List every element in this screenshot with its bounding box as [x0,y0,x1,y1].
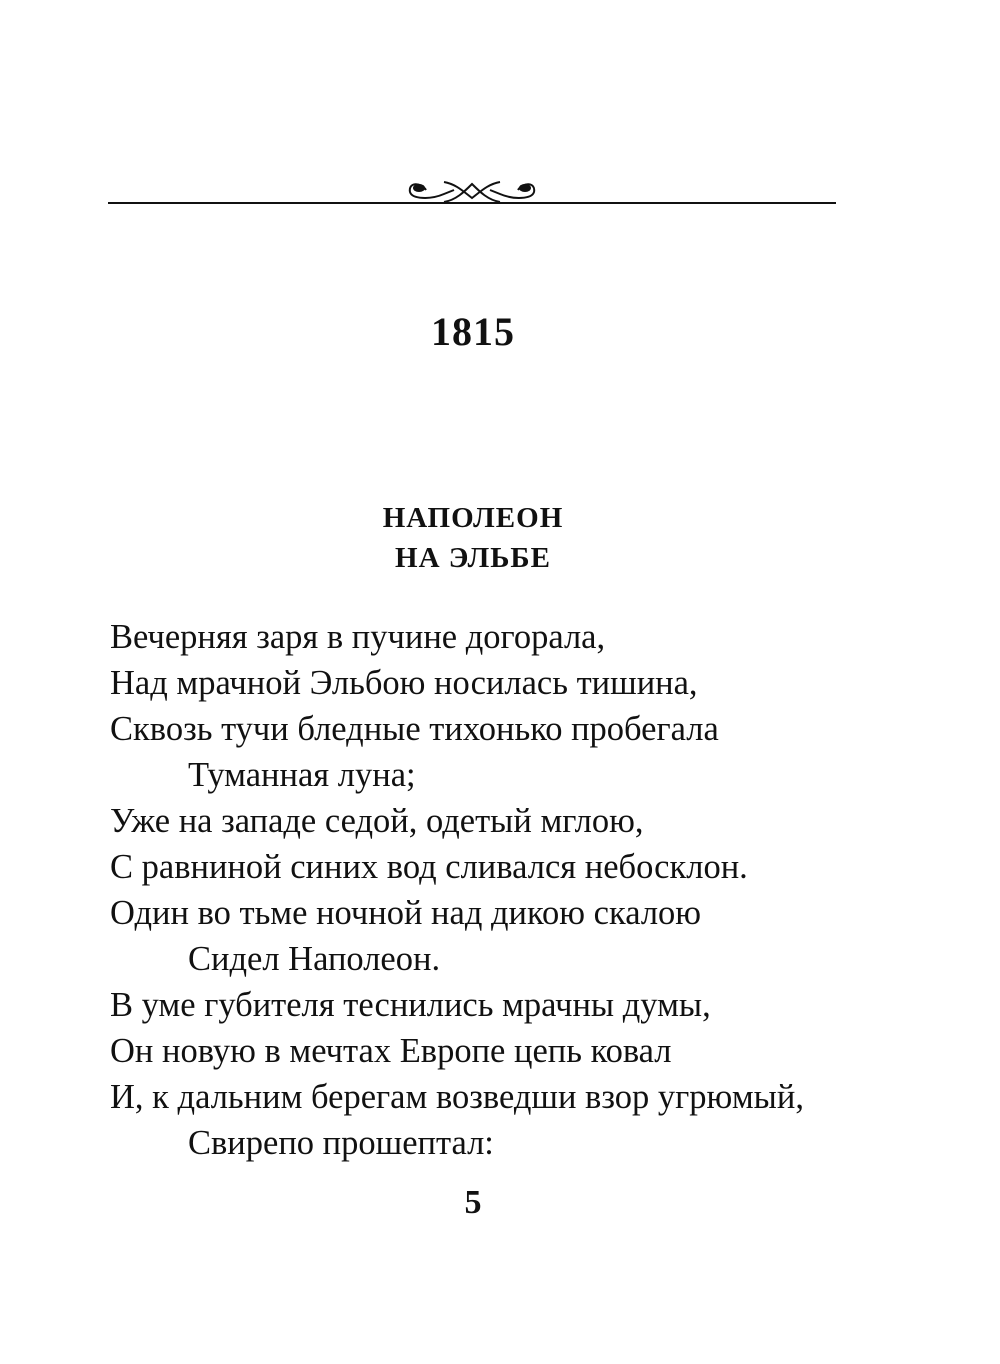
poem-line: Сквозь тучи бледные тихонько пробегала [110,710,719,748]
poem-line: Вечерняя заря в пучине догорала, [110,618,606,656]
poem-line: В уме губителя теснились мрачны думы, [110,986,711,1024]
poem-line-indented: Сидел Наполеон. [188,940,441,978]
poem-line: С равниной синих вод сливался небосклон. [110,848,748,886]
header-ornament-divider [108,170,836,210]
poem-line: Над мрачной Эльбою носилась тишина, [110,664,698,702]
poem-line: Уже на западе седой, одетый мглою, [110,802,644,840]
poem-body [110,614,870,1166]
poem-title [0,498,946,578]
poem-title-line: НА ЭЛЬБЕ [395,542,551,574]
page-number: 5 [464,1184,482,1221]
poem-line: Он новую в мечтах Европе цепь ковал [110,1032,672,1070]
poem-line-indented: Свирепо прошептал: [188,1124,494,1162]
poem-line-indented: Туманная луна; [188,756,416,794]
poem-line: Один во тьме ночной над дикою скалою [110,894,702,932]
section-year-heading: 1815 [431,309,515,354]
poem-line: И, к дальним берегам возведши взор угрюмый, [110,1078,804,1116]
poem-title-line: НАПОЛЕОН [382,502,564,534]
